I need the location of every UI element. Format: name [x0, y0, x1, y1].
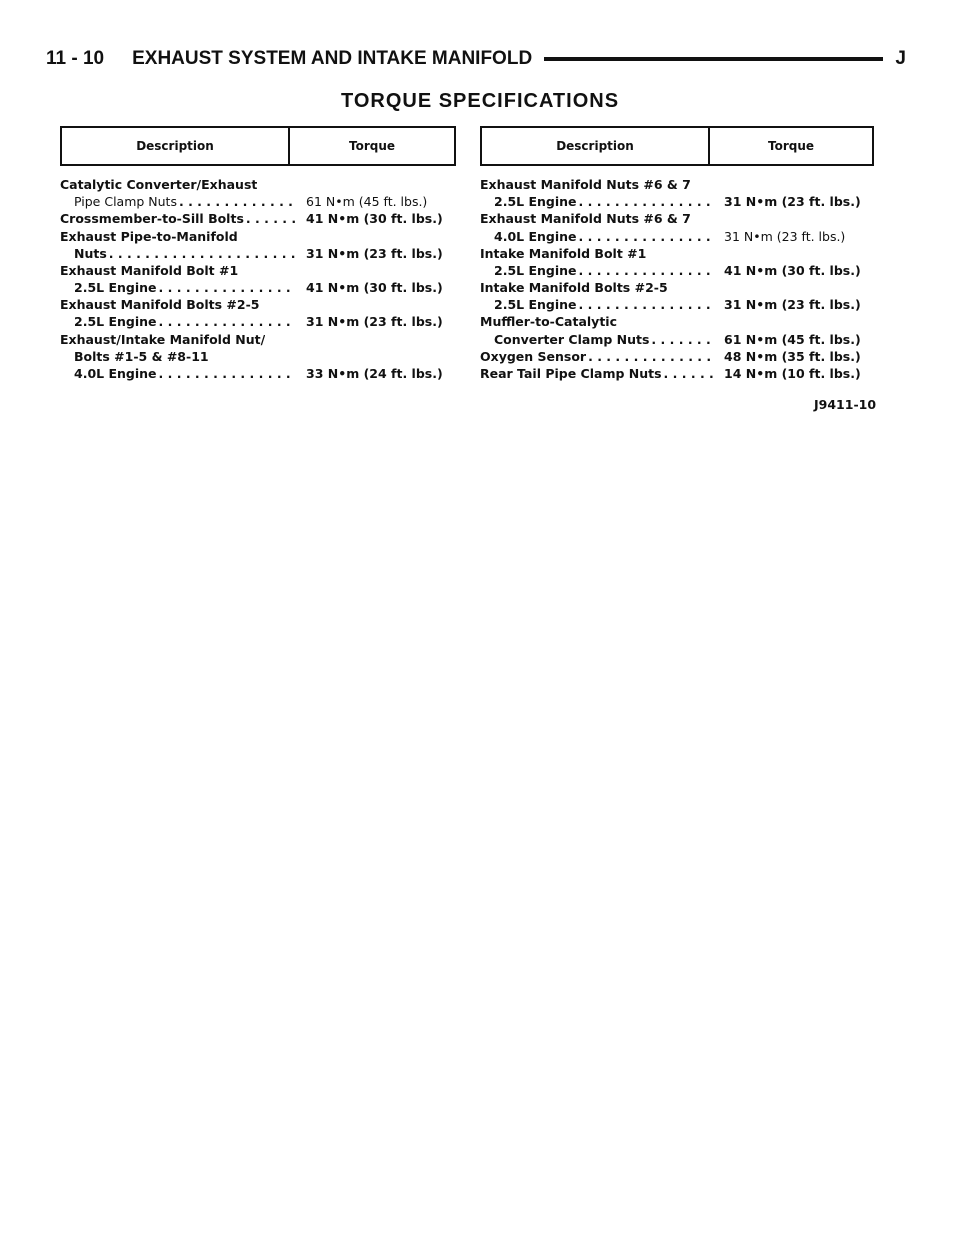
table-row [60, 365, 456, 382]
table-row [480, 228, 874, 245]
torque-value: 31 N•m (23 ft. lbs.) [724, 194, 861, 210]
row-description: Pipe Clamp Nuts [74, 194, 177, 210]
torque-value: 33 N•m (24 ft. lbs.) [306, 366, 443, 382]
dot-leader [157, 313, 296, 330]
table-row [480, 365, 874, 382]
dot-leader [662, 365, 714, 382]
table-row [60, 331, 456, 348]
row-description: Converter Clamp Nuts [494, 331, 650, 347]
dot-leader [157, 279, 296, 296]
dot-leader [577, 296, 714, 313]
table-row [60, 210, 456, 227]
row-description: Exhaust Manifold Bolt #1 [60, 262, 239, 278]
dot-leader [107, 245, 296, 262]
row-description: 2.5L Engine [494, 262, 577, 278]
row-description: Exhaust Manifold Nuts #6 & 7 [480, 176, 691, 192]
page-number: 11 - 10 [46, 48, 105, 69]
edition-letter: J [895, 48, 906, 69]
figure-id: J9411-10 [814, 397, 877, 412]
table-row [60, 296, 456, 313]
torque-value: 31 N•m (23 ft. lbs.) [306, 245, 443, 261]
column-header-torque: Torque [767, 139, 815, 153]
row-description: Intake Manifold Bolts #2-5 [480, 280, 668, 296]
column-header-description: Description [482, 128, 710, 164]
table-row [480, 348, 874, 365]
torque-value: 41 N•m (30 ft. lbs.) [724, 262, 861, 278]
section-title: EXHAUST SYSTEM AND INTAKE MANIFOLD [132, 48, 533, 69]
torque-value: 41 N•m (30 ft. lbs.) [306, 280, 443, 296]
row-description: Bolts #1-5 & #8-11 [74, 348, 209, 364]
page-title: TORQUE SPECIFICATIONS [340, 90, 620, 112]
table-row [480, 245, 874, 262]
row-description: Oxygen Sensor [480, 348, 587, 364]
table-rows [480, 176, 874, 382]
row-description: 2.5L Engine [74, 280, 157, 296]
table-row [60, 348, 456, 365]
table-row [480, 331, 874, 348]
column-header-torque: Torque [348, 139, 396, 153]
row-description: 4.0L Engine [74, 366, 157, 382]
row-description: Exhaust/Intake Manifold Nut/ [60, 331, 266, 347]
dot-leader [577, 262, 714, 279]
row-description: 2.5L Engine [494, 194, 577, 210]
row-description: Rear Tail Pipe Clamp Nuts [480, 366, 662, 382]
row-description: 2.5L Engine [74, 314, 157, 330]
table-row [480, 279, 874, 296]
table-row [480, 193, 874, 210]
table-row [60, 262, 456, 279]
torque-table-right [480, 126, 874, 382]
row-description: Catalytic Converter/Exhaust [60, 176, 258, 192]
torque-value: 31 N•m (23 ft. lbs.) [724, 297, 861, 313]
row-description: 2.5L Engine [494, 297, 577, 313]
table-row [60, 193, 456, 210]
torque-value: 14 N•m (10 ft. lbs.) [724, 366, 861, 382]
torque-value: 41 N•m (30 ft. lbs.) [306, 211, 443, 227]
table-row [60, 314, 456, 331]
dot-leader [577, 228, 714, 245]
dot-leader [157, 365, 296, 382]
torque-value: 48 N•m (35 ft. lbs.) [724, 348, 861, 364]
row-description: Crossmember-to-Sill Bolts [60, 211, 244, 227]
dot-leader [244, 210, 296, 227]
row-description: Intake Manifold Bolt #1 [480, 245, 647, 261]
dot-leader [586, 348, 714, 365]
torque-value: 31 N•m (23 ft. lbs.) [724, 228, 846, 244]
row-description: Exhaust Pipe-to-Manifold [60, 228, 238, 244]
row-description: Nuts [74, 245, 107, 261]
table-rows [60, 176, 456, 382]
torque-value: 31 N•m (23 ft. lbs.) [306, 314, 443, 330]
torque-table-left [60, 126, 456, 382]
table-row [480, 210, 874, 227]
row-description: Muffler-to-Catalytic [480, 314, 617, 330]
page-header [46, 44, 916, 74]
table-row [480, 296, 874, 313]
table-row [60, 279, 456, 296]
table-header [480, 126, 874, 166]
dot-leader [177, 193, 296, 210]
table-row [480, 314, 874, 331]
dot-leader [577, 193, 714, 210]
table-row [480, 262, 874, 279]
row-description: Exhaust Manifold Nuts #6 & 7 [480, 211, 691, 227]
column-header-description: Description [62, 128, 290, 164]
header-rule [544, 57, 883, 61]
table-row [60, 245, 456, 262]
dot-leader [649, 331, 714, 348]
row-description: Exhaust Manifold Bolts #2-5 [60, 297, 260, 313]
table-row [60, 228, 456, 245]
row-description: 4.0L Engine [494, 228, 577, 244]
table-row [60, 176, 456, 193]
table-row [480, 176, 874, 193]
torque-value: 61 N•m (45 ft. lbs.) [306, 194, 428, 210]
torque-value: 61 N•m (45 ft. lbs.) [724, 331, 861, 347]
table-header [60, 126, 456, 166]
